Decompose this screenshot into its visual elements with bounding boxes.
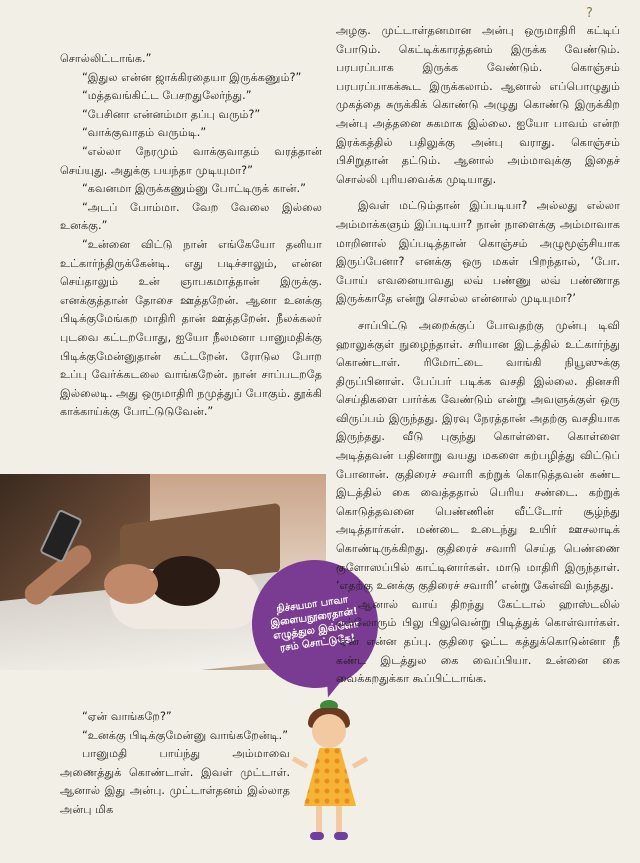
- girl-arm-left: [292, 756, 308, 768]
- paragraph: சாப்பிட்டு அறைக்குப் போவதற்கு முன்பு டிவி ஹாலுக்குள் நுழைந்தாள். சரியான இடத்தில் உட்கார்ந்து கொண்டாள். ரிமோட்டை வாங்கி நியூஸுக்கு திருப்பினாள். பேப்பர் படிக்க வசதி இல்லை. தினசரி செய்திகளை பார்க்க வேண்டும் என்று அவளுக்குள் ஒரு விருப்பம் இருந்தது. இரவு நேரத்தான் அதற்கு வசதியாக இருந்தது. வீடு புகுந்து கொள்ளை. கொள்ளை அடித்தவன் பதினாறு வயது மகளை கற்பழித்து விட்டுப் போனான். குதிரைச் சவாரி கற்றுக் கொடுத்தவன் கண்ட இடத்தில் கை வைத்ததால் பெரிய சண்டை. கற்றுக் கொடுத்தவனை பெண்ணின் வீட்டோர் சூழ்ந்து அடித்தார்கள். மண்டை உடைந்து உயிர் ஊசலாடிக் கொண்டிருக்கிறது. குதிரைச் சவாரி செய்த பெண்ணை குளோஸப்பில் காட்டினார்கள். மாடு மாதிரி இருந்தாள். ‘எதற்கு உனக்கு குதிரைச் சவாரி’ என்று கேள்வி வந்தது.: [336, 318, 620, 593]
- paragraph: “உன்னை விட்டு நான் எங்கேயோ தனியா உட்கார்ந்திருக்கேன்டி. எது படிச்சாலும், என்ன செய்தாலும் உன் ஞாபகமாத்தான் இருக்கு. எனக்குத்தான் தோசை ஊத்தறேன். ஆனா உனக்கு பிடிக்குமேங்கற மாதிரி தான் ஊத்தறேன். நீலக்கலர் புடவை கட்டறபோது, ஐயோ நீலமனா பானுமதிக்கு பிடிக்குமேன்னுதான் கட்டறேன். ரோடுல போற உப்பு வேர்க்கடலை வாங்கறேன். நான் சாப்படறதே இல்லைடி. அது ஒருமாதிரி நமுத்துப் போகும். தூக்கி காக்காய்க்கு போட்டுடுவேன்.”: [60, 237, 322, 419]
- page-number: ?: [586, 6, 593, 21]
- paragraph: ஆனால் வாய் திறந்து கேட்டால் ஹாஸ்டலில் எல்லோரும் பிலு பிலுவென்று பிடித்துக் கொள்வார்கள். ‘ஏன் என்ன தப்பு. குதிரை ஓட்ட கத்துக்கொடுன்னா நீ கண்ட இடத்துல கை வைப்பியா. உன்னை கை வைக்கறதுக்கா கூப்பிட்டாங்க.: [336, 597, 620, 686]
- cartoon-girl-illustration: [296, 708, 366, 848]
- paragraph: “ஏன் வாங்கறே?”: [82, 710, 172, 723]
- paragraph: இவள் மட்டும்தான் இப்படியா? அல்லது எல்லா அம்மாக்களும் இப்படியா? நான் நாளைக்கு அம்மாவாக மாறினால் இப்படித்தான் கொஞ்சம் அழுமூஞ்சியாக இருப்பேனா? எனக்கு ஒரு மகள் பிறந்தால், ‘போ. போய் எவனையாவது லவ் பண்ணு லவ் பண்ணாத இருக்காதே என்று சொல்ல என்னால் முடியுமா?’: [336, 199, 620, 306]
- paragraph: “வாக்குவாதம் வரும்டி.”: [82, 126, 207, 140]
- girl-leg: [316, 806, 322, 834]
- paragraph: சொல்லிட்டாங்க.”: [60, 52, 152, 65]
- speech-bubble-text: நிச்சயமா பாவா இளையநூரைதான்! எழுத்துல இவ்ளோ ரசம் சொட்டுதே!: [269, 594, 360, 655]
- left-column-top: [60, 50, 322, 422]
- paragraph: “அடப் போம்மா. வேற வேலை இல்லை உனக்கு.”: [60, 200, 322, 233]
- paragraph: “கவனமா இருக்கணும்னு போட்டிருக் கான்.”: [82, 182, 306, 196]
- girl-head: [312, 714, 346, 748]
- paragraph: அழகு. முட்டாள்தனமான அன்பு ஒருமாதிரி கட்டிப் போடும். கெட்டிக்காரத்தனம் இருக்க வேண்டும். பரபரப்பாக இருக்க வேண்டும். கொஞ்சம் பரபரப்பாகக்கூட இருக்கலாம். ஆனால் எப்பொழுதும் முகத்தை சுருக்கிக் கொண்டு அழுது கொண்டு இருக்கிற அன்பு அத்தனை சுகமாக இல்லை. ஐயோ பாவம் என்ற இரக்கத்தில் பதிலுக்கு அன்பு வராது. கொஞ்சம் பிசிறுதான் தட்டும். ஆனால் அம்மாவுக்கு இதைச் சொல்லி புரியவைக்க முடியாது.: [336, 24, 620, 186]
- paragraph: “இதுல என்ன ஜாக்கிரதையா இருக்கணும்?”: [82, 70, 302, 84]
- girl-shoe: [310, 832, 324, 840]
- girl-leg: [336, 806, 342, 834]
- photo-hair: [150, 556, 220, 606]
- paragraph: “எல்லா நேரமும் வாக்குவாதம் வரத்தான் செய்யுது. அதுக்கு பயந்தா முடியுமா?”: [60, 144, 322, 177]
- paragraph: பானுமதி பாய்ந்து அம்மாவை அணைத்துக் கொண்டாள். இவள் முட்டாள். ஆனால் இது அன்பு. முட்டாள்தனம் இல்லாத அன்பு மிக: [60, 747, 290, 816]
- left-column-bottom: [60, 708, 290, 820]
- girl-shoe: [334, 832, 348, 840]
- paragraph: “பேசினா என்னம்மா தப்பு வரும்?”: [82, 107, 261, 121]
- photo-face: [104, 564, 158, 604]
- right-column: [336, 22, 620, 689]
- girl-arm-right: [352, 756, 368, 768]
- paragraph: “மத்தவங்கிட்ட பேசறதுலேர்ந்து.”: [82, 89, 252, 103]
- paragraph: “உனக்கு பிடிக்குமேன்னு வாங்கறேன்டி.”: [82, 728, 289, 742]
- girl-dress: [304, 748, 356, 806]
